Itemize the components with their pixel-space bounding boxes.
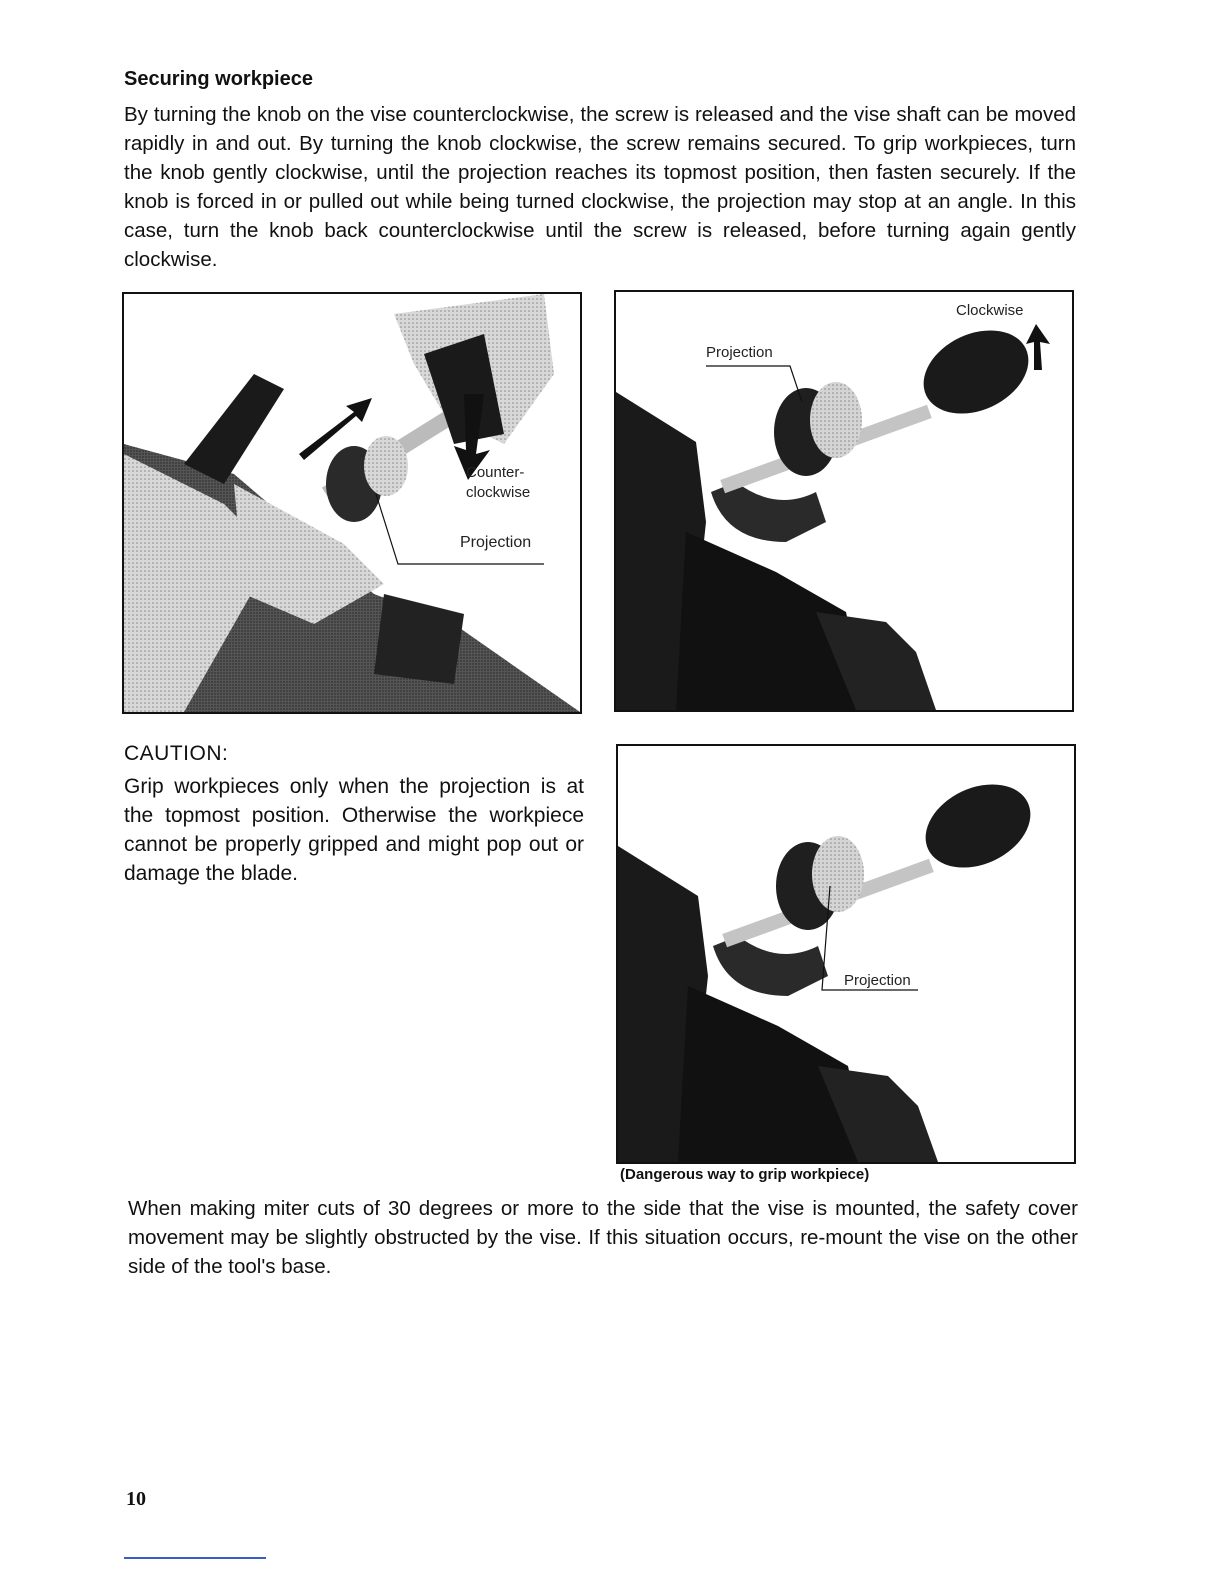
footer-rule [124, 1557, 266, 1559]
closing-paragraph: When making miter cuts of 30 degrees or more to the side that the vise is mounted, the safety cover movement may be slightly obstructed by the vise. If this situation occurs, re-mount the vise on the other side of the tool's base. [128, 1197, 1078, 1278]
vise-photo-counterclockwise [124, 294, 580, 712]
label-projection: Projection [460, 534, 532, 551]
label-projection: Projection [844, 972, 911, 989]
figure-dangerous-grip [616, 744, 1076, 1164]
intro-paragraph: By turning the knob on the vise counterclockwise, the screw is released and the vise shaft can be moved rapidly in and out. By turning the knob clockwise, the screw remains secured. To grip workpieces, turn the knob gently clockwise, until the projection reaches its topmost position, then fasten securely. If the knob is forced in or pulled out while being turned clockwise, the projection may stop at an angle. In this case, turn the knob back counterclockwise until the screw is released, before turning again gently clockwise. [124, 103, 1076, 271]
vise-photo-dangerous [618, 746, 1074, 1162]
figure-caption: (Dangerous way to grip workpiece) [620, 1166, 870, 1183]
page-number: 10 [126, 1488, 146, 1510]
section-heading: Securing workpiece [124, 68, 313, 90]
vise-photo-clockwise [616, 292, 1072, 710]
label-clockwise: clockwise [466, 484, 531, 501]
caution-text: Grip workpieces only when the projection is at the topmost position. Otherwise the workpiece cannot be properly gripped and might pop out or damage the blade. [124, 775, 584, 885]
label-projection: Projection [706, 344, 773, 361]
caution-title: CAUTION: [124, 742, 229, 765]
label-counter: Counter- [466, 464, 525, 481]
label-clockwise: Clockwise [956, 302, 1024, 319]
figure-counterclockwise [122, 292, 582, 714]
figure-clockwise [614, 290, 1074, 712]
